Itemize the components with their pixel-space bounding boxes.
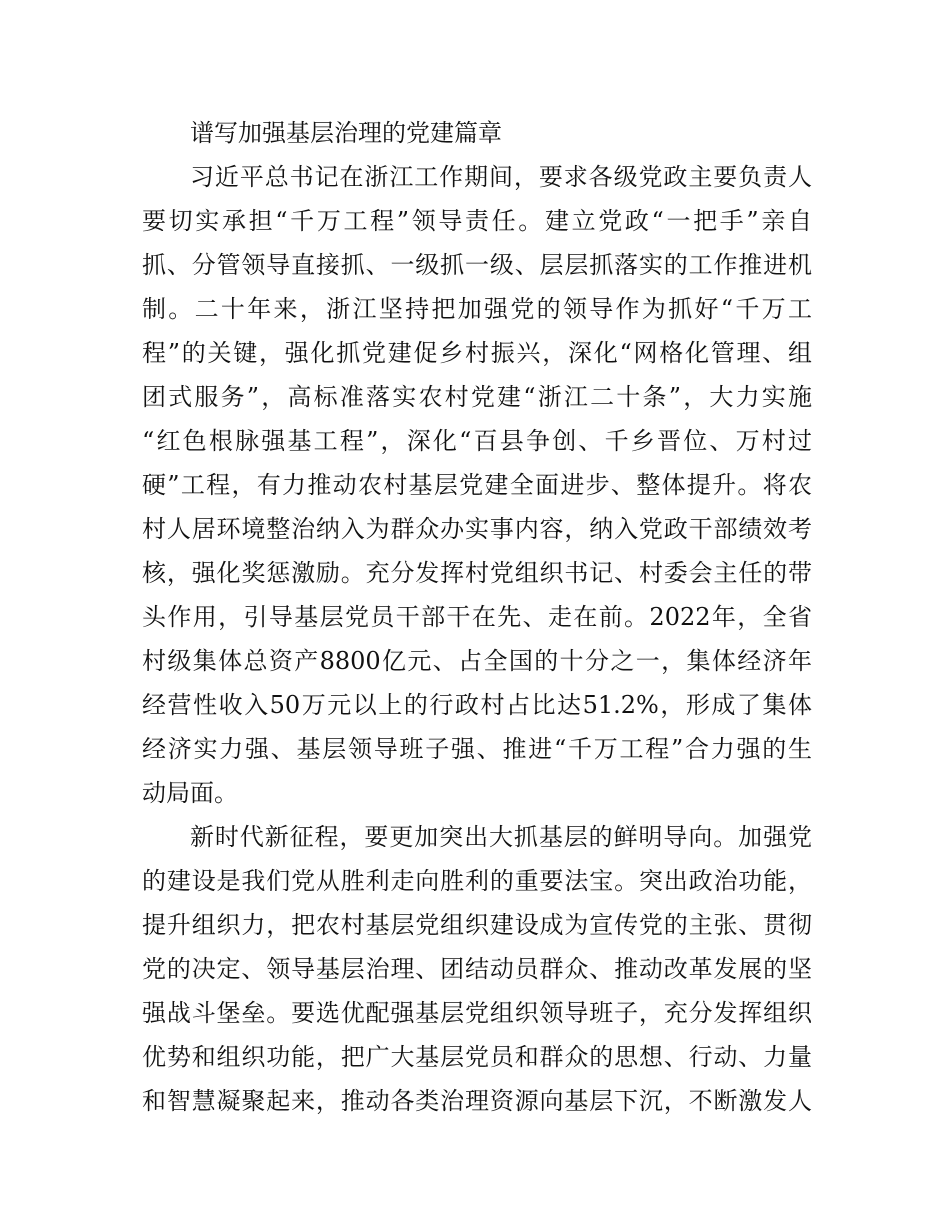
paragraph-line: 核，强化奖惩激励。充分发挥村党组织书记、村委会主任的带: [142, 559, 812, 587]
paragraph-line: 要切实承担“千万工程”领导责任。建立党政“一把手”亲自: [142, 207, 812, 235]
paragraph-line: 新时代新征程，要更加突出大抓基层的鲜明导向。加强党: [190, 823, 812, 851]
paragraph-line: 团式服务”，高标准落实农村党建“浙江二十条”，大力实施: [142, 383, 812, 411]
paragraph-line: 抓、分管领导直接抓、一级抓一级、层层抓落实的工作推进机: [142, 251, 812, 279]
paragraph-line: 经营性收入50万元以上的行政村占比达51.2%，形成了集体: [142, 691, 812, 719]
paragraph-line: 优势和组织功能，把广大基层党员和群众的思想、行动、力量: [142, 1043, 812, 1071]
paragraph-line: 党的决定、领导基层治理、团结动员群众、推动改革发展的坚: [142, 955, 812, 983]
paragraph-line: 的建设是我们党从胜利走向胜利的重要法宝。突出政治功能，: [142, 867, 812, 895]
paragraph-line: 头作用，引导基层党员干部干在先、走在前。2022年，全省: [142, 603, 812, 631]
paragraph-line: 程”的关键，强化抓党建促乡村振兴，深化“网格化管理、组: [142, 339, 812, 367]
paragraph-line: 村人居环境整治纳入为群众办实事内容，纳入党政干部绩效考: [142, 515, 812, 543]
paragraph-line: 硬”工程，有力推动农村基层党建全面进步、整体提升。将农: [142, 471, 812, 499]
paragraph-line: 强战斗堡垒。要选优配强基层党组织领导班子，充分发挥组织: [142, 999, 812, 1027]
document-title: 谱写加强基层治理的党建篇章: [190, 119, 502, 147]
paragraph-line: 动局面。: [142, 779, 238, 807]
paragraph-line: 制。二十年来，浙江坚持把加强党的领导作为抓好“千万工: [142, 295, 812, 323]
paragraph-line: “红色根脉强基工程”，深化“百县争创、千乡晋位、万村过: [142, 427, 812, 455]
paragraph-line: 村级集体总资产8800亿元、占全国的十分之一，集体经济年: [142, 647, 812, 675]
paragraph-line: 和智慧凝聚起来，推动各类治理资源向基层下沉，不断激发人: [142, 1087, 812, 1115]
paragraph-line: 经济实力强、基层领导班子强、推进“千万工程”合力强的生: [142, 735, 812, 763]
paragraph-line: 提升组织力，把农村基层党组织建设成为宣传党的主张、贯彻: [142, 911, 812, 939]
paragraph-line: 习近平总书记在浙江工作期间，要求各级党政主要负责人: [190, 163, 812, 191]
